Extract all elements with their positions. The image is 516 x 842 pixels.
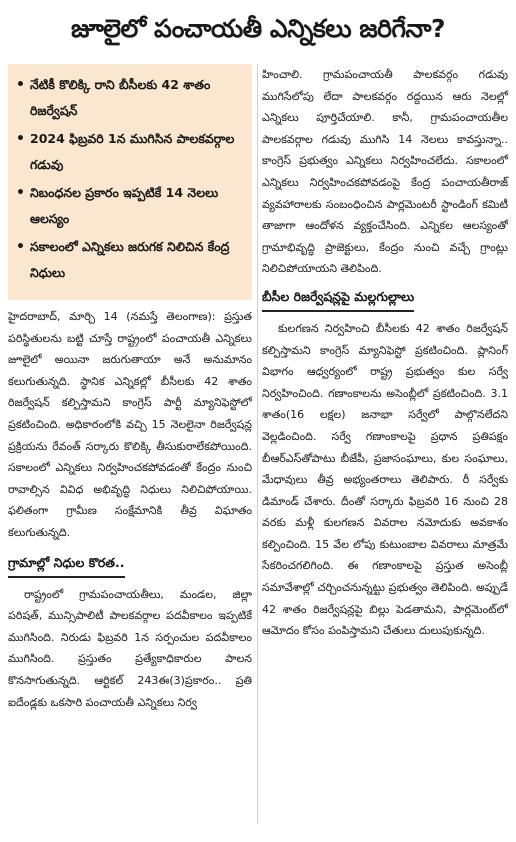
highlights-box — [8, 64, 252, 300]
highlight-item — [16, 126, 246, 178]
article-paragraph: కులగణన నిర్వహించి బీసీలకు 42 శాతం రిజర్వేషన్ కల్పిస్తామని కాంగ్రెస్ మ్యానిఫెస్టో ప్రకటించింది. ప్లానింగ్ విభాగం ఆధ్వర్యంలో రాష్ట్ర ప్రభుత్వం కుల సర్వే నిర్వహించింది. గణాంకాలను అసెంబ్లీలో ప్రకటించింది. 3.1 శాతం(16 లక్షల) జనాభా సర్వేలో పాల్గొనలేదని వెల్లడించింది. సర్వే గణాంకాలపై ప్రధాన ప్రతిపక్షం బీఆర్‌ఎస్‌తోపాటు బీజేపీ, ప్రజాసంఘాలు, కుల సంఘాలు, మేధావులు తీవ్ర అభ్యంతరాలు తెలిపారు. రీ సర్వేకు డిమాండ్ చేశారు. దీంతో సర్కారు ఫిబ్రవరి 16 నుంచి 28 వరకు మళ్లీ కులగణన వివరాల నమోదుకు అవకాశం కల్పించింది. 15 వేల లోపు కుటుంబాల వివరాలు మాత్రమే సేకరించగలిగింది. ఈ గణాంకాలపై ప్రస్తుత అసెంబ్లీ సమావేశాల్లో చర్చించనున్నట్టు ప్రభుత్వం తెలిపింది. అప్పుడే 42 శాతం రిజర్వేషన్లపై బిల్లు పెడతామని, పార్లమెంట్‌లో ఆమోదం కోసం పంపిస్తామని చేతులు దులుపుకున్నది. — [262, 321, 508, 638]
article-paragraph: హించాలి. గ్రామపంచాయతీ పాలకవర్గం గడువు ముగిసేలోపు లేదా పాలకవర్గం రద్దయిన ఆరు నెలల్లో ఎన్నికలు పూర్తిచేయాలి. కానీ, గ్రామపంచాయతీల పాలకవర్గాల గడువు ముగిసి 14 నెలలు కావస్తున్నా.. కాంగ్రెస్ ప్రభుత్వం ఎన్నికలు నిర్వహించలేదు. సకాలంలో ఎన్నికలు నిర్వహించకపోవడంపై కేంద్ర పంచాయతీరాజ్ వ్యవహారాలకు సంబంధించిన పార్లమెంటరీ స్టాండింగ్ కమిటీ తాజాగా ఆందోళన వ్యక్తంచేసింది. ఎన్నికల ఆలస్యంతో గ్రామాభివృద్ధి ప్రాజెక్టులు, కేంద్రం నుంచి వచ్చే గ్రాంట్లు నిలిచిపోయాయని తెలిపింది. — [262, 68, 508, 276]
section-subheading: గ్రామాల్లో నిధుల కొరత.. — [8, 552, 125, 578]
article-paragraph: హైదరాబాద్, మార్చి 14 (నమస్తే తెలంగాణ): ప్రస్తుత పరిస్థితులను బట్టి చూస్తే రాష్ట్రంలో పంచాయతీ ఎన్నికలు జూలైలో అయినా జరుగుతాయా అనే అనుమానం కలుగుతున్నది. స్థానిక ఎన్నికల్లో బీసీలకు 42 శాతం రిజర్వేషన్ కల్పిస్తామని కాంగ్రెస్ పార్టీ మ్యానిఫెస్టోలో ప్రకటించింది. అధికారంలోకి వచ్చి 15 నెలలైనా రిజర్వేషన్ల ప్రక్రియను రేవంత్ సర్కారు కొలిక్కి తీసుకురాలేకపోయింది. సకాలంలో ఎన్నికలు నిర్వహించకపోవడంతో కేంద్రం నుంచి రావాల్సిన వివిధ అభివృద్ధి నిధులు నిలిచిపోయాయి. ఫలితంగా గ్రామీణ సంక్షేమానికి తీవ్ర విఘాతం కలుగుతున్నది. — [8, 310, 252, 539]
bullet-icon: • — [16, 131, 25, 147]
section-subheading: బీసీల రిజర్వేషన్లపై మల్లగుల్లాలు — [262, 286, 414, 312]
highlight-item — [16, 180, 246, 232]
highlight-text: నేటికీ కొలిక్కి రాని బీసీలకు 42 శాతం రిజర్వేషన్ — [30, 77, 211, 118]
right-column — [262, 64, 508, 642]
column-divider — [257, 64, 258, 824]
bullet-icon: • — [16, 239, 25, 255]
highlight-text: సకాలంలో ఎన్నికలు జరుగక నిలిచిన కేంద్ర నిధులు — [30, 239, 230, 280]
highlight-text: 2024 ఫిబ్రవరి 1న ముగిసిన పాలకవర్గాల గడువు — [30, 131, 235, 172]
article-paragraph: రాష్ట్రంలో గ్రామపంచాయతీలు, మండల, జిల్లా పరిషత్, మున్సిపాలిటీ పాలకవర్గాల పదవీకాలం ఇప్పటికే ముగిసింది. నిరుడు ఫిబ్రవరి 1న సర్పంచుల పదవీకాలం ముగిసింది. ప్రస్తుతం ప్రత్యేకాధికారుల పాలన కొనసాగుతున్నది. ఆర్టికల్ 243ఈ(3)ప్రకారం.. ప్రతి ఐదేండ్లకు ఒకసారి పంచాయతీ ఎన్నికలు నిర్వ — [8, 587, 252, 709]
highlight-text: నిబంధనల ప్రకారం ఇప్పటికే 14 నెలలు ఆలస్యం — [30, 185, 219, 226]
page-headline: జూలైలో పంచాయతీ ఎన్నికలు జరిగేనా? — [70, 14, 446, 43]
left-column — [8, 306, 252, 713]
highlight-item — [16, 72, 246, 124]
highlight-item — [16, 234, 246, 286]
bullet-icon: • — [16, 185, 25, 201]
bullet-icon: • — [16, 77, 25, 93]
